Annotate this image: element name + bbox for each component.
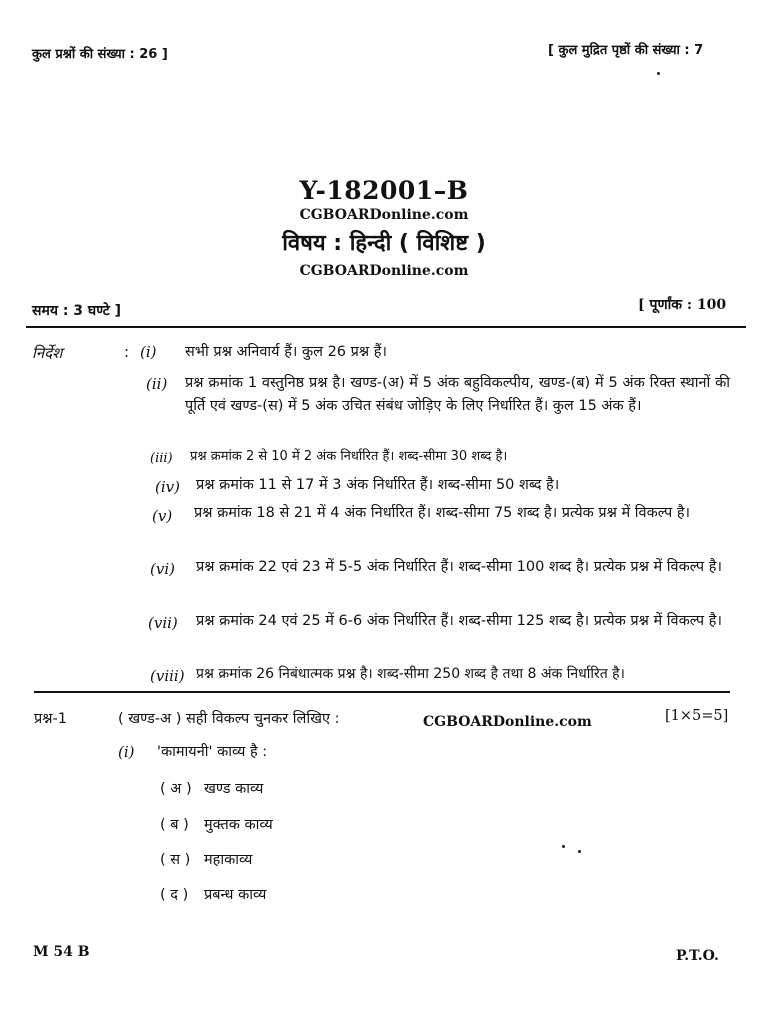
instruction-num: (iv) [155, 478, 180, 496]
instruction-text: प्रश्न क्रमांक 24 एवं 25 में 6-6 अंक निर्धारित हैं। शब्द-सीमा 125 शब्द है। प्रत्येक प्रश्न में विकल्प है। [196, 613, 722, 629]
footer-pto: P.T.O. [676, 948, 719, 964]
instruction-text: प्रश्न क्रमांक 11 से 17 में 3 अंक निर्धारित हैं। शब्द-सीमा 50 शब्द है। [196, 477, 560, 493]
instruction-num: (v) [152, 507, 173, 525]
instruction-text: प्रश्न क्रमांक 26 निबंधात्मक प्रश्न है। शब्द-सीमा 250 शब्द है तथा 8 अंक निर्धारित है। [196, 666, 625, 682]
scan-speck [657, 72, 660, 75]
instruction-num: (viii) [150, 667, 185, 685]
instruction-num: (vii) [148, 614, 178, 632]
sub-question-num: (i) [118, 743, 135, 761]
footer-code: M 54 B [33, 944, 90, 960]
max-marks: [ पूर्णांक : 100 [638, 297, 727, 313]
sub-question-text: 'कामायनी' काव्य है : [157, 744, 268, 760]
divider-top [26, 326, 746, 328]
instructions-colon: : [124, 343, 130, 361]
instruction-num: (vi) [150, 560, 175, 578]
paper-code: Y-182001–B [299, 176, 469, 205]
instruction-num: (i) [140, 343, 157, 361]
option-text: खण्ड काव्य [204, 781, 264, 797]
option-text: प्रबन्ध काव्य [204, 887, 267, 903]
option-text: महाकाव्य [204, 852, 253, 868]
instruction-num: (iii) [150, 451, 173, 466]
site-watermark-1: CGBOARDonline.com [299, 207, 469, 223]
instruction-text: प्रश्न क्रमांक 2 से 10 में 2 अंक निर्धारित हैं। शब्द-सीमा 30 शब्द है। [190, 449, 508, 464]
instruction-text: प्रश्न क्रमांक 22 एवं 23 में 5-5 अंक निर्धारित हैं। शब्द-सीमा 100 शब्द है। प्रत्येक प्रश्न में विकल्प है। [196, 559, 722, 575]
subject-title: विषय : हिन्दी ( विशिष्ट ) [282, 231, 486, 256]
divider-instructions [34, 691, 730, 693]
option-key: ( द ) [160, 887, 189, 903]
site-watermark-3: CGBOARDonline.com [423, 714, 592, 730]
total-pages: [ कुल मुद्रित पृष्ठों की संख्या : 7 [548, 43, 704, 58]
instruction-text: सभी प्रश्न अनिवार्य हैं। कुल 26 प्रश्न हैं। [185, 344, 387, 360]
option-key: ( स ) [160, 852, 191, 868]
option-key: ( ब ) [160, 817, 189, 833]
question-marks: [1×5=5] [665, 708, 729, 724]
instruction-num: (ii) [146, 375, 168, 393]
total-questions: कुल प्रश्नों की संख्या : 26 ] [32, 47, 168, 62]
instructions-label: निर्देश [32, 344, 63, 362]
instruction-text: प्रश्न क्रमांक 18 से 21 में 4 अंक निर्धारित हैं। शब्द-सीमा 75 शब्द है। प्रत्येक प्रश्न में विकल्प है। [194, 505, 691, 521]
question-heading: ( खण्ड-अ ) सही विकल्प चुनकर लिखिए : [118, 711, 340, 727]
time-allowed: समय : 3 घण्टे ] [32, 303, 122, 319]
instruction-text: प्रश्न क्रमांक 1 वस्तुनिष्ठ प्रश्न है। खण्ड-(अ) में 5 अंक बहुविकल्पीय, खण्ड-(ब) में 5 अंक रिक्त स्थानों की पूर्ति एवं खण्ड-(स) में 5 अंक उचित संबंध जोड़िए के लिए निर्धारित हैं। कुल 15 अंक हैं। [185, 375, 730, 414]
scan-speck [578, 850, 581, 853]
site-watermark-2: CGBOARDonline.com [299, 263, 469, 279]
question-label: प्रश्न-1 [34, 711, 67, 727]
option-text: मुक्तक काव्य [204, 817, 273, 833]
scan-speck [562, 845, 565, 848]
option-key: ( अ ) [160, 781, 192, 797]
